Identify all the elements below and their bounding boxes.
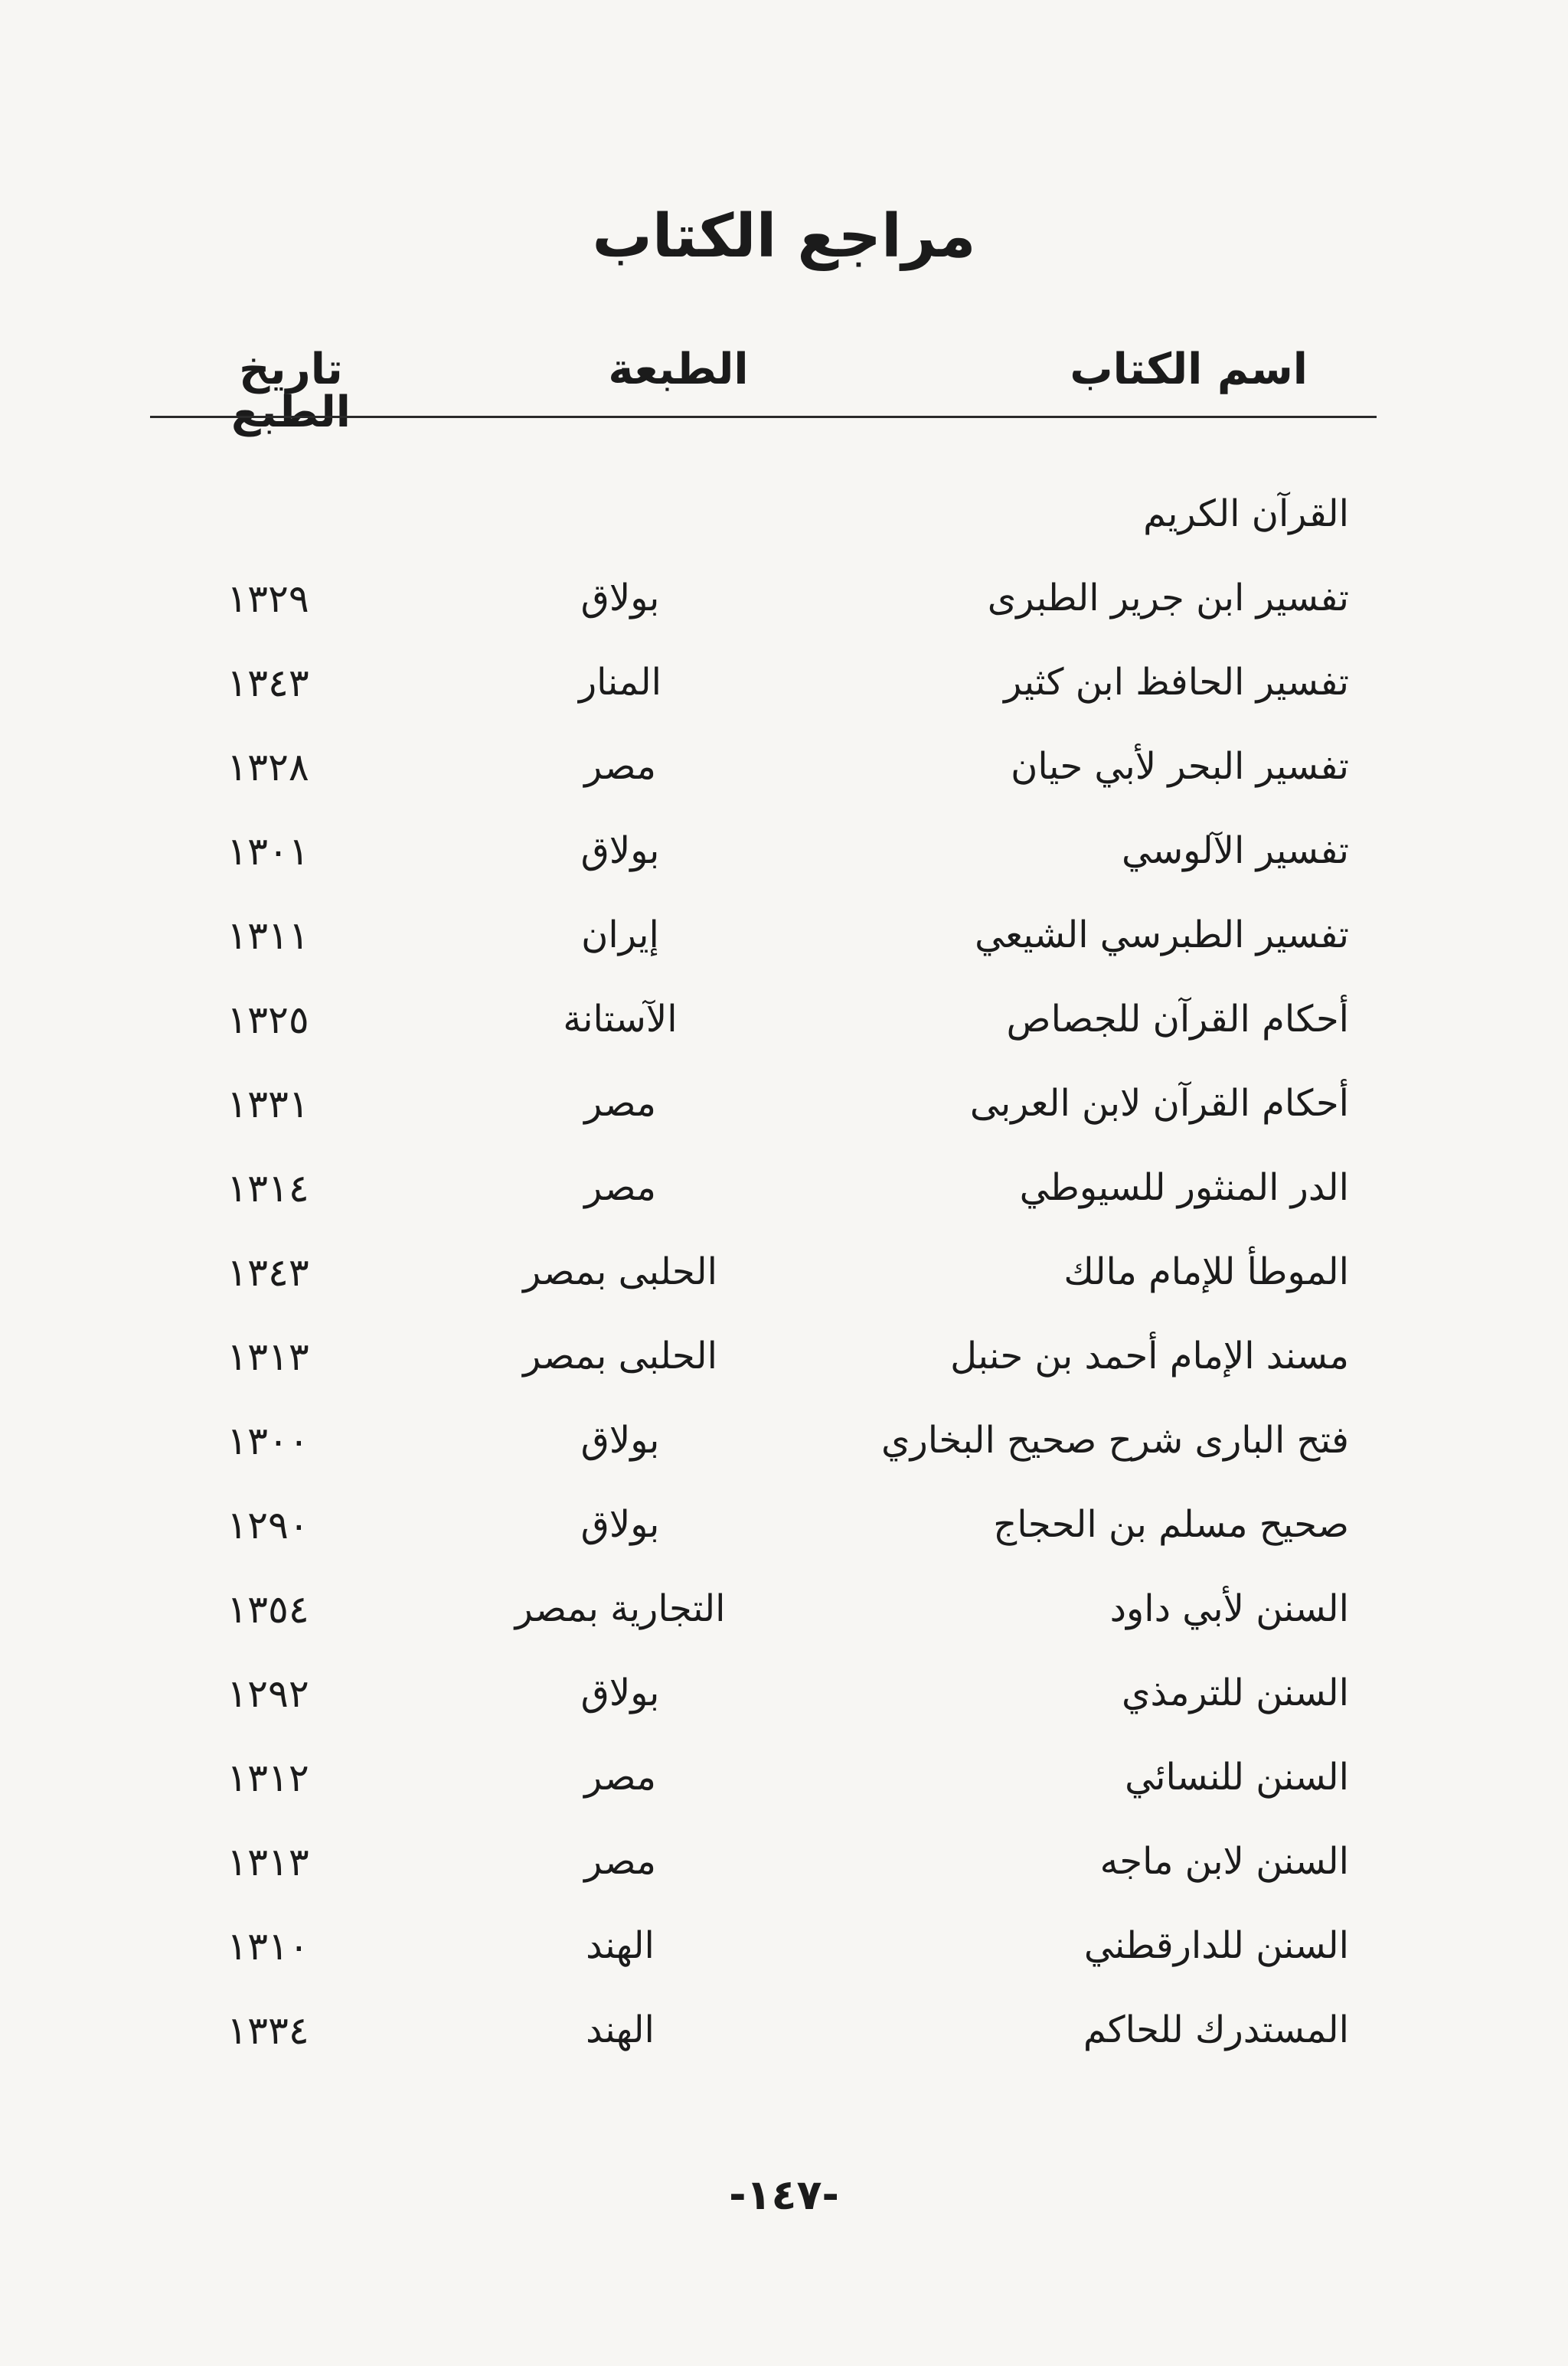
table-row (0, 1995, 1568, 2071)
print-date: ١٣٥٤ (227, 1587, 309, 1632)
table-row (0, 1826, 1568, 1903)
book-name: السنن لابن ماجه (1099, 1840, 1349, 1883)
print-date: ١٣١٣ (227, 1335, 309, 1379)
book-name: السنن للدارقطني (1083, 1924, 1349, 1967)
book-name: المستدرك للحاكم (1083, 2008, 1349, 2051)
table-row (0, 647, 1568, 724)
print-date: ١٣١١ (227, 913, 309, 958)
book-name: الموطأ للإمام مالك (1063, 1250, 1349, 1293)
table-row (0, 479, 1568, 555)
edition: الحلبى بمصر (523, 1335, 717, 1377)
edition: بولاق (580, 1672, 660, 1714)
print-date: ١٣٢٩ (227, 577, 309, 621)
table-row (0, 1405, 1568, 1482)
book-name: تفسير الحافظ ابن كثير (1004, 661, 1349, 704)
edition: التجارية بمصر (514, 1587, 726, 1630)
print-date: ١٣٠١ (227, 829, 309, 874)
print-date: ١٣٢٥ (227, 998, 309, 1042)
edition: مصر (584, 1166, 656, 1209)
edition: الآستانة (563, 998, 678, 1041)
print-date: ١٣٠٠ (227, 1419, 309, 1463)
print-date: ١٣٤٣ (227, 661, 309, 705)
edition: الهند (586, 1924, 655, 1967)
table-row (0, 1237, 1568, 1313)
edition: المنار (579, 661, 662, 704)
table-row (0, 1910, 1568, 1987)
table-row (0, 1068, 1568, 1145)
table-row (0, 1574, 1568, 1650)
book-name: القرآن الكريم (1143, 492, 1349, 535)
print-date: ١٣١٣ (227, 1840, 309, 1884)
table-row (0, 815, 1568, 892)
book-name: فتح البارى شرح صحيح البخاري (881, 1419, 1349, 1462)
table-row (0, 900, 1568, 976)
table-row (0, 563, 1568, 639)
header-book-name: اسم الكتاب (1070, 345, 1308, 394)
table-row (0, 984, 1568, 1060)
print-date: ١٣٢٨ (227, 745, 309, 789)
book-name: تفسير الطبرسي الشيعي (975, 913, 1349, 956)
page-title: مراجع الكتاب (592, 202, 976, 271)
table-header (150, 333, 1377, 437)
table-row (0, 1152, 1568, 1229)
table-row (0, 1321, 1568, 1397)
edition: مصر (584, 745, 656, 788)
book-name: الدر المنثور للسيوطي (1019, 1166, 1349, 1209)
table-row (0, 1742, 1568, 1819)
book-name: تفسير البحر لأبي حيان (1011, 745, 1349, 788)
header-divider (150, 416, 1377, 418)
edition: الهند (586, 2008, 655, 2051)
book-name: مسند الإمام أحمد بن حنبل (950, 1335, 1349, 1377)
print-date: ١٢٩٢ (227, 1672, 309, 1716)
edition: بولاق (580, 577, 660, 619)
edition: مصر (584, 1756, 656, 1799)
book-name: أحكام القرآن للجصاص (1006, 998, 1349, 1041)
book-name: السنن لأبي داود (1109, 1587, 1349, 1630)
edition: إيران (581, 913, 659, 956)
print-date: ١٣١٤ (227, 1166, 309, 1211)
edition: بولاق (580, 829, 660, 872)
print-date: ١٣٣٤ (227, 2008, 309, 2053)
edition: بولاق (580, 1503, 660, 1546)
edition: بولاق (580, 1419, 660, 1462)
table-row (0, 731, 1568, 808)
print-date: ١٣١٠ (227, 1924, 309, 1969)
book-name: تفسير ابن جرير الطبرى (987, 577, 1349, 619)
print-date: ١٣١٢ (227, 1756, 309, 1800)
header-print-date: تاريخ الطبع (231, 345, 351, 437)
print-date: ١٣٤٣ (227, 1250, 309, 1295)
edition: الحلبى بمصر (523, 1250, 717, 1293)
header-edition: الطبعة (608, 345, 749, 394)
book-name: السنن للترمذي (1121, 1672, 1349, 1714)
book-name: صحيح مسلم بن الحجاج (993, 1503, 1349, 1546)
print-date: ١٢٩٠ (227, 1503, 309, 1547)
book-name: السنن للنسائي (1125, 1756, 1349, 1799)
page-number: -١٤٧- (729, 2171, 839, 2219)
table-row (0, 1658, 1568, 1734)
book-name: تفسير الآلوسي (1121, 829, 1349, 872)
book-name: أحكام القرآن لابن العربى (969, 1082, 1349, 1125)
table-row (0, 1489, 1568, 1566)
print-date: ١٣٣١ (227, 1082, 309, 1126)
edition: مصر (584, 1840, 656, 1883)
edition: مصر (584, 1082, 656, 1125)
